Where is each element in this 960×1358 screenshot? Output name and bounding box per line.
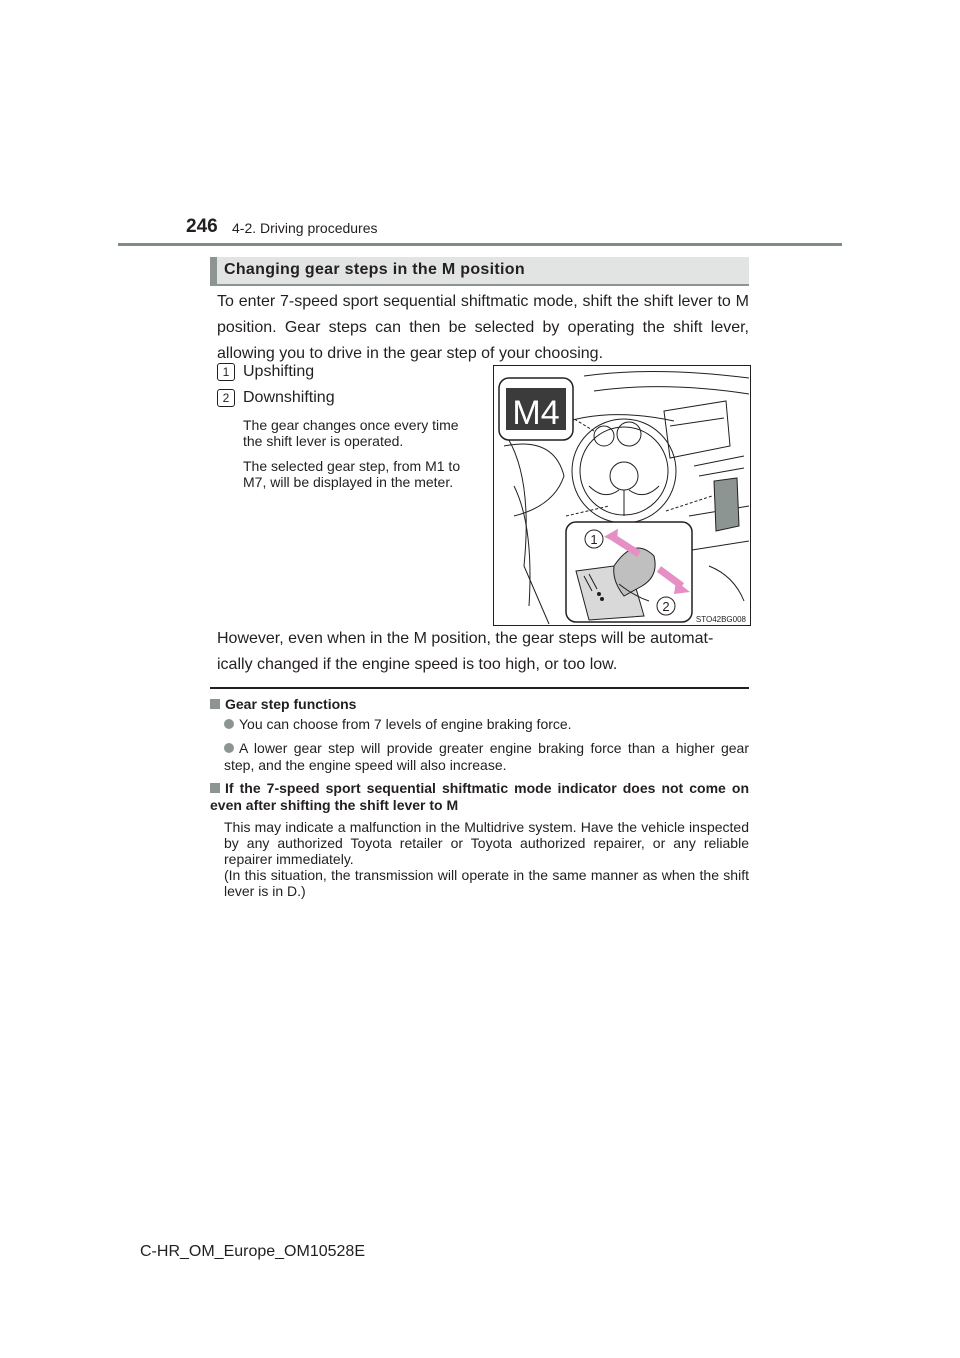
callout-2: 2: [662, 599, 670, 614]
step-label-upshifting: Upshifting: [243, 363, 315, 380]
section-title: Changing gear steps in the M position: [224, 261, 525, 278]
automatic-change-paragraph: [217, 626, 749, 678]
info-rule: [210, 687, 749, 689]
bullet-1-text: You can choose from 7 levels of engine braking force.: [239, 716, 572, 732]
section-accent: [210, 257, 217, 284]
step-number-2: 2: [217, 389, 235, 407]
chapter-title: 4-2. Driving procedures: [232, 220, 378, 236]
cockpit-drawing: [494, 366, 750, 625]
figure-code: STO42BG008: [695, 615, 746, 624]
square-bullet-icon: [210, 699, 220, 709]
indicator-body-1: This may indicate a malfunction in the Multidrive system. Have the vehicle inspected by any authorized Toyota retailer or Toyota authorized repairer, or any reliable repairer immediately.: [224, 819, 749, 867]
automatic-change-line-1: However, even when in the M position, the gear steps will be automat-: [217, 630, 714, 647]
note-gear-changes: The gear changes once every time the shift lever is operated.: [243, 417, 459, 449]
note-gear-display: The selected gear step, from M1 to M7, will be displayed in the meter.: [243, 458, 461, 490]
shift-lever-illustration: [493, 365, 751, 626]
automatic-change-line-2: ically changed if the engine speed is too high, or too low.: [217, 656, 618, 673]
header-rule: [118, 243, 842, 246]
step-label-downshifting: Downshifting: [243, 389, 335, 406]
indicator-heading: [210, 780, 749, 814]
document-id: C-HR_OM_Europe_OM10528E: [140, 1243, 365, 1260]
circle-bullet-icon: [224, 719, 234, 729]
page-number: 246: [186, 216, 218, 237]
section-underline: [210, 284, 749, 286]
section-heading-bar: [210, 257, 749, 284]
intro-paragraph: To enter 7-speed sport sequential shiftmatic mode, shift the shift lever to M position. Gear steps can then be selected by operating the shift lever, allowing you to drive in the gear step of your choosing.: [217, 293, 749, 362]
indicator-heading-text: If the 7-speed sport sequential shiftmatic mode indicator does not come on even after shifting the shift lever to M: [210, 780, 749, 813]
bullet-engine-braking: [224, 716, 749, 733]
meter-display-text: M4: [512, 394, 560, 432]
bullet-lower-gear: [224, 740, 749, 774]
callout-1: 1: [590, 532, 598, 547]
step-number-1: 1: [217, 363, 235, 381]
bullet-2-text: A lower gear step will provide greater engine braking force than a higher gear step, and the engine speed will also increase.: [224, 740, 749, 773]
gear-step-functions-text: Gear step functions: [225, 696, 357, 712]
circle-bullet-icon: [224, 743, 234, 753]
gear-step-functions-heading: [210, 696, 356, 713]
indicator-body-2: (In this situation, the transmission will operate in the same manner as when the shift lever is in D.): [224, 867, 749, 899]
square-bullet-icon: [210, 783, 220, 793]
